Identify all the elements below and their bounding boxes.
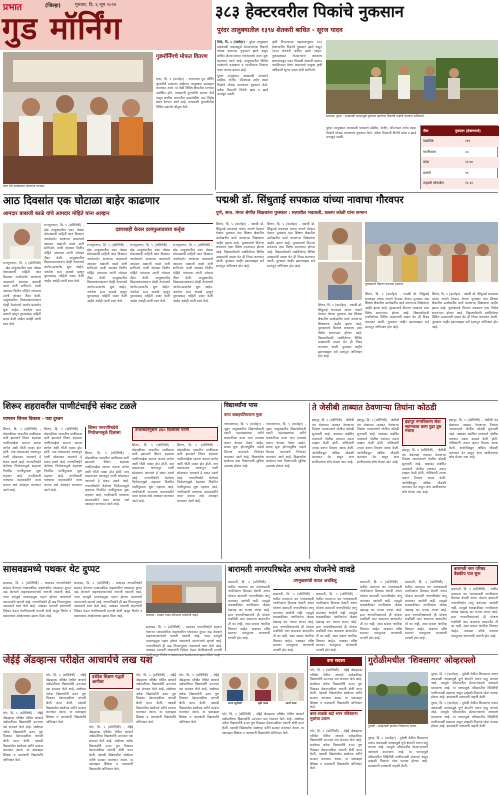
table-row (421, 136, 499, 147)
jee-box3-headline: बाल-लाडके बदो भरन नविस्ताना मुलांचा प्रयत्न (310, 710, 362, 728)
award-photo-2 (318, 262, 362, 300)
shivsagar-headline: गुरोळीमधील 'शिवसागर' ओव्हरफ्लो (368, 655, 476, 665)
award-column-1 (216, 222, 264, 397)
jee-text-1: भोर, दि. ५ (प्रतिनिधी) - जेईई ॲडव्हान्स परीक्षेत येथील आचार्य अकॅडमीच्या विद्यार्थ्यांनी उज्ज्वल यश संपादन केले आहे. संस्थेच्या अनेक विद्यार्थ्यांनी उत्तम गुण मिळवत देशपातळीवर चांगली श्रेणी प्राप्त केली. यशस्वी विद्यार्थ्यांचा संस्थेच्या वतीने सत्कार करण्यात आला. या यशाबद्दल शिक्षक व पालकांनी विद्यार्थ्यांचे अभिनंदन केले. (3, 711, 43, 762)
award-column-5 (432, 292, 498, 397)
table-cell: ५१.७० (465, 160, 474, 164)
gm-story-body (156, 77, 214, 189)
award-column-3 (318, 303, 362, 397)
divider (216, 192, 498, 193)
award-column-4 (365, 292, 429, 397)
award-text-2: शिरूर, दि. ५ (वार्ताहर) - पद्मश्री डॉ. सिंधुताई सपकाळ यांच्या नावाने देण्यात येणारा पुरस्कार यंदा शिक्षण क्षेत्रातील उल्लेखनीय कार्य करणाऱ्या शिक्षकांना जाहीर झाला आहे. पुरस्काराचे वितरण लवकरच एका विशेष समारंभात होणार आहे. विद्यार्थ्यांसाठी राबविलेल्या विविध उपक्रमांची दखल घेत ही निवड करण्यात आली. पुरस्कार जाहीर झाल्याबद्दल सर्व स्तरांतून अभिनंदन होत आहे. (267, 222, 315, 269)
pass-text-2: नारायणगाव, दि. ५ (वार्ताहर) - जुन्नर तालुक्यातील विद्यार्थ्यांसाठी एसटी महामंडळाच्या वतीने सवलतीच्या दरात पास उपलब्ध करून देण्यात येणार आहेत. शाळा सुरू होण्यापूर्वीच पासचे वितरण करण्याचे नियोजन करण्यात आले आहे. विद्यार्थ्यांना शाळेतच पास मिळण्याची सुविधा उपलब्ध होणार आहे. (266, 422, 306, 469)
sasvad-text-1: सासवड, दि. ५ (प्रतिनिधी) - सासवड नगरपरिषदेने शहरात येणाऱ्या व्यावसायिक वाहनांवरील पथकरात दुप्पट वाढ केल्याने वाहनचालकांमध्ये नाराजी पसरली आहे. नव्या दरांमुळे मालवाहतूक महाग होणार असल्याचे व्यापाऱ्यांचे म्हणणे आहे. नगरपरिषदेने ही वाढ नियमानुसार असल्याचे स्पष्ट केले आहे. याबाबत व्यापारी संघटनांनी निवेदन देऊन फेरविचाराची मागणी केली असून निर्णय न बदलल्यास आंदोलनाचा इशारा दिला आहे. (3, 581, 71, 618)
kodi-column-3 (402, 448, 446, 559)
lead-photo-caption: सासवड, पुरंदर : अवकाळी पावसामुळे नुकसान झालेल्या पिकांची पाहणी करताना अधिकारी. (326, 114, 425, 118)
jee-text-4: भोर, दि. ५ (प्रतिनिधी) - जेईई ॲडव्हान्स परीक्षेत येथील आचार्य अकॅडमीच्या विद्यार्थ्यांनी उज्ज्वल यश संपादन केले आहे. संस्थेच्या अनेक विद्यार्थ्यांनी उत्तम गुण मिळवत देशपातळीवर चांगली श्रेणी प्राप्त केली. यशस्वी विद्यार्थ्यांचा संस्थेच्या वतीने सत्कार करण्यात आला. या यशाबद्दल शिक्षक व पालकांनी विद्यार्थ्यांचे अभिनंदन केले. (136, 673, 176, 724)
baramati-text-1: बारामती, दि. ५ (प्रतिनिधी) - थकीत मालमत्ता कर भरण्यासाठी नागरिकांना दिलासा देणारी अभय योजना बारामती नगरपरिषदेत लागू करण्यात आलेली नाही. त्यामुळे थकबाकीदार नागरिकांना मोठ्या दंडासह कर भरावा लागत आहे. इतर नगरपरिषदांमध्ये ही योजना राबविली जात असताना बारामतीत ती का नाही, असा सवाल नागरिक विचारत आहेत. याबाबत वरिष्ठ स्तरावर पाठपुरावा करण्याची मागणी होत आहे. (228, 580, 270, 641)
jee-box2-text: भोर, दि. ५ (प्रतिनिधी) - जेईई ॲडव्हान्स परीक्षेत येथील आचार्य अकॅडमीच्या विद्यार्थ्यांनी उज्ज्वल यश संपादन केले आहे. संस्थेच्या अनेक विद्यार्थ्यांनी उत्तम गुण मिळवत देशपातळीवर चांगली श्रेणी प्राप्त केली. यशस्वी विद्यार्थ्यांचा संस्थेच्या वतीने सत्कार करण्यात आला. या यशाबद्दल शिक्षक व पालकांनी विद्यार्थ्यांचे अभिनंदन केले. (310, 668, 362, 710)
shivsagar-column-2 (431, 672, 498, 795)
jee-box2-headline: डगा सदस्य (310, 657, 362, 666)
jee-headline: जेईई ॲडव्हान्स परीक्षेत आचार्यचे लख यश (3, 655, 153, 666)
loss-table-header-crop: पीक (423, 129, 429, 133)
lead-column-3 (326, 126, 416, 188)
baramati-headline: बारामती नगरपरिषदेत अभय योजनेचे वावडे (228, 564, 355, 574)
gm-story-text: मंचर, दि. ५ (वार्ताहर) - प्रभातच्या गुड मॉर्निंग पुरवणीचे प्रकाशन आंबेगाव तालुक्यात उत्साहात करण्यात आले. या वेळी विविध क्षेत्रातील मान्यवर उपस्थित होते. वाचकांनी पुरवणीचे स्वागत केले असून ग्रामीण भागातील घडामोडींना यात विशेष स्थान देण्यात आले आहे. वाचकांनी पुरवणीतील विविध सदरांचे कौतुक केले. (156, 77, 214, 110)
sasvad-column-1 (3, 581, 71, 651)
water-text-2: शिरूर, दि. ५ (प्रतिनिधी) - घोडनदीच्या पात्रातील पाणीसाठा कमी झाल्याने शिरूर शहराला पाणीटंचाईचा सामना करावा लागेल अशी भीती व्यक्त होत होती. मात्र चासकमान धरणातून पाणी सोडण्यात आल्याने हे संकट टळले आहे. नगरपरिषदेने केलेल्या नियोजनामुळे शहराला नियमित पाणीपुरवठा सुरू राहणार आहे. नागरिकांनी पाण्याचा काटकसरीने वापर करावा असे आवाहन करण्यात आले आहे. (44, 427, 82, 492)
water-column-4 (132, 443, 174, 559)
pass-subheadline: पाया जवाहरलिपपाना मुला (224, 412, 263, 417)
baramati-column-5 (405, 580, 447, 651)
topper-photo-2 (250, 673, 276, 701)
lead-body-2: कृषी विभागाच्या अहवालानुसार ३८३ हेक्टरवरील पिकांचे नुकसान झाले असून १३९४ शेतकरी बाधित झाले आहेत. नुकसानग्रस्त शेतकऱ्यांना लवकरच शासनाकडून मदत मिळावी यासाठी प्रस्ताव पाठविण्यात येणार असल्याचे तालुका कृषी अधिकारी सूरज यादव यांनी सांगितले. (272, 40, 322, 73)
jee-box-headline: दशेदेश शिक्षण पद्धती आगीवर (89, 673, 133, 689)
divider (307, 656, 308, 795)
loss-table-header-area: नुकसान (हेक्टरमध्ये) (455, 129, 481, 133)
table-cell: १२.३० (465, 181, 474, 185)
event-photo-caption: मंचर येथे कार्यक्रमात बोलताना मान्यवर. (3, 184, 46, 188)
aath-column-2 (44, 223, 84, 397)
baramati-text-5: बारामती, दि. ५ (प्रतिनिधी) - थकीत मालमत्ता कर भरण्यासाठी नागरिकांना दिलासा देणारी अभय योजना बारामती नगरपरिषदेत लागू करण्यात आलेली नाही. त्यामुळे थकबाकीदार नागरिकांना मोठ्या दंडासह कर भरावा लागत आहे. इतर नगरपरिषदांमध्ये ही योजना राबविली जात असताना बारामतीत ती का नाही, असा सवाल नागरिक विचारत आहेत. याबाबत वरिष्ठ स्तरावर पाठपुरावा करण्याची मागणी होत आहे. (405, 580, 447, 641)
masthead-title: गुड मॉर्निंग (2, 11, 123, 47)
brand-name: प्रभात (3, 3, 22, 13)
aath-column-1 (3, 261, 41, 397)
pass-text-1: नारायणगाव, दि. ५ (वार्ताहर) - जुन्नर तालुक्यातील विद्यार्थ्यांसाठी एसटी महामंडळाच्या वतीने सवलतीच्या दरात पास उपलब्ध करून देण्यात येणार आहेत. शाळा सुरू होण्यापूर्वीच पासचे वितरण करण्याचे नियोजन करण्यात आले आहे. विद्यार्थ्यांना शाळेतच पास मिळण्याची सुविधा उपलब्ध होणार आहे. (224, 422, 264, 469)
jee-column-2 (46, 673, 86, 795)
water-box-headline: शिरूर नगरपरिषदेचे नियोजनामुळे दिलासा (85, 427, 129, 449)
lead-headline: ३८३ हेक्टरवरील पिकांचे नुकसान (215, 2, 404, 21)
sasvad-text-2: सासवड, दि. ५ (प्रतिनिधी) - सासवड नगरपरिषदेने शहरात येणाऱ्या व्यावसायिक वाहनांवरील पथकरात दुप्पट वाढ केल्याने वाहनचालकांमध्ये नाराजी पसरली आहे. नव्या दरांमुळे मालवाहतूक महाग होणार असल्याचे व्यापाऱ्यांचे म्हणणे आहे. नगरपरिषदेने ही वाढ नियमानुसार असल्याचे स्पष्ट केले आहे. याबाबत व्यापारी संघटनांनी निवेदन देऊन फेरविचाराची मागणी केली असून निर्णय न बदलल्यास आंदोलनाचा इशारा दिला आहे. (74, 581, 142, 618)
lead-body-1: पुरंदर तालुक्यात अवकाळी पावसामुळे शेतकऱ्यांच्या पिकांचे मोठ्या प्रमाणात नुकसान झाले असून बाधित शेतकऱ्यांच्या पंचनाम्यांचे काम सुरू करण्यात आले आहे. तालुक्यातील विविध गावांमध्ये फळबागा व भाजीपाला पिकांना याचा फटका बसला आहे. (217, 40, 268, 73)
lead-photo (326, 40, 498, 114)
pass-column-2 (266, 422, 306, 559)
table-cell: २१६ (465, 139, 471, 143)
water-text-3: शिरूर, दि. ५ (प्रतिनिधी) - घोडनदीच्या पात्रातील पाणीसाठा कमी झाल्याने शिरूर शहराला पाणीटंचाईचा सामना करावा लागेल अशी भीती व्यक्त होत होती. मात्र चासकमान धरणातून पाणी सोडण्यात आल्याने हे संकट टळले आहे. नगरपरिषदेने केलेल्या नियोजनामुळे शहराला नियमित पाणीपुरवठा सुरू राहणार आहे. नागरिकांनी पाण्याचा काटकसरीने वापर करावा असे आवाहन करण्यात आले आहे. (85, 451, 129, 507)
table-row (421, 178, 499, 189)
sasvad-photo (146, 565, 222, 613)
baramati-text-6: बारामती, दि. ५ (प्रतिनिधी) - थकीत मालमत्ता कर भरण्यासाठी नागरिकांना दिलासा देणारी अभय योजना बारामती नगरपरिषदेत लागू करण्यात आलेली नाही. त्यामुळे थकबाकीदार नागरिकांना मोठ्या दंडासह कर भरावा लागत आहे. इतर नगरपरिषदांमध्ये ही योजना राबविली जात असताना बारामतीत ती का नाही, असा सवाल नागरिक विचारत आहेत. याबाबत वरिष्ठ स्तरावर पाठपुरावा करण्याची मागणी होत आहे. (451, 587, 498, 638)
award-subheadline: पुणे, सप्त. मंगल श्रेणीत शिक्षकांना पुरस्कार : सत्यशील भवताली, यल्लप कोळी यांना सन्मान (216, 211, 367, 216)
lead-subheadline: पुरंदर तालुक्यातील १३९४ शेतकरी बाधित - सूरज यादव (217, 27, 343, 34)
sasvad-column-2 (74, 581, 142, 651)
water-column-5 (177, 443, 218, 559)
table-cell: ८४ (465, 149, 469, 154)
baramati-text-2: बारामती, दि. ५ (प्रतिनिधी) - थकीत मालमत्ता कर भरण्यासाठी नागरिकांना दिलासा देणारी अभय योजना बारामती नगरपरिषदेत लागू करण्यात आलेली नाही. त्यामुळे थकबाकीदार नागरिकांना मोठ्या दंडासह कर भरावा लागत आहे. इतर नगरपरिषदांमध्ये ही योजना राबविली जात असताना बारामतीत ती का नाही, असा सवाल नागरिक विचारत आहेत. याबाबत वरिष्ठ स्तरावर पाठपुरावा करण्याची मागणी होत आहे. (273, 592, 314, 653)
kodi-text-1: इंदापूर, दि. ५ (प्रतिनिधी) - जेसीबी यंत्र बेकायदा ताब्यात ठेवणाऱ्या तिघांना न्यायालयाने पोलीस कोठडी सुनावली आहे. याबाबत संबंधित मालकाने पोलीस ठाण्यात तक्रार दाखल केली होती. पोलिसांनी तपास करून तिघांना अटक केली. आरोपींकडून अधिक चौकशी करण्यात येत असून अन्य साथीदारांचा शोध घेतला जात आहे. (312, 418, 354, 465)
water-text-5: शिरूर, दि. ५ (प्रतिनिधी) - घोडनदीच्या पात्रातील पाणीसाठा कमी झाल्याने शिरूर शहराला पाणीटंचाईचा सामना करावा लागेल अशी भीती व्यक्त होत होती. मात्र चासकमान धरणातून पाणी सोडण्यात आल्याने हे संकट टळले आहे. नगरपरिषदेने केलेल्या नियोजनामुळे शहराला नियमित पाणीपुरवठा सुरू राहणार आहे. नागरिकांनी पाण्याचा काटकसरीने वापर करावा असे आवाहन करण्यात आले आहे. (177, 443, 218, 504)
table-row (421, 147, 499, 158)
kodi-box-headline: इंदापूर नगरवितरण सेवा स्थानकात काम पुढा दुस मंचला (402, 418, 446, 446)
shivsagar-column-1 (368, 736, 428, 795)
baramati-column-1 (228, 580, 270, 651)
lead-column-1 (217, 40, 268, 188)
baramati-column-4 (360, 580, 402, 651)
kodi-column-4 (449, 418, 498, 559)
aath-quote: दडपशाही केवल दलाफुलाताराय कर्तृत्व (87, 223, 213, 241)
jee-text-5: भोर, दि. ५ (प्रतिनिधी) - जेईई ॲडव्हान्स परीक्षेत येथील आचार्य अकॅडमीच्या विद्यार्थ्यांनी उज्ज्वल यश संपादन केले आहे. संस्थेच्या अनेक विद्यार्थ्यांनी उत्तम गुण मिळवत देशपातळीवर चांगली श्रेणी प्राप्त केली. यशस्वी विद्यार्थ्यांचा संस्थेच्या वतीने सत्कार करण्यात आला. या यशाबद्दल शिक्षक व पालकांनी विद्यार्थ्यांचे अभिनंदन केले. (179, 673, 219, 724)
water-column-1 (3, 427, 41, 559)
award-column-2 (267, 222, 315, 397)
event-photo (3, 52, 153, 184)
aath-text-1: राजगुरुनगर, दि. ५ (प्रतिनिधी) - खेड तालुक्यातील एका मोठ्या घोटाळ्याची माहिती आठ दिवसांत जनतेसमोर आणणार असल्याचे आमदार बाबाजी काळे यांनी सांगितले. माजी आमदार दिलीप मोहिते यांच्यावर त्यांनी जोरदार टीका केली. तालुक्यातील विकासकामांवरून दोन्ही नेत्यांमध्ये आरोप-प्रत्यारोप सुरू आहेत. जनतेला सत्य कळावे म्हणून पुराव्यांसह माहिती सादर केली जाईल असेही त्यांनी स्पष्ट केले. (3, 261, 41, 326)
kodi-headline: ते जेसीबी ताब्यात ठेवणाऱ्या तिघांना कोठडी (312, 402, 437, 412)
water-headline: शिरूर शहरावरील पाणीटंचाईचे संकट टळले (3, 402, 137, 412)
jee-text-6: भोर, दि. ५ (प्रतिनिधी) - जेईई ॲडव्हान्स परीक्षेत येथील आचार्य अकॅडमीच्या विद्यार्थ्यांनी उज्ज्वल यश संपादन केले आहे. संस्थेच्या अनेक विद्यार्थ्यांनी उत्तम गुण मिळवत देशपातळीवर चांगली श्रेणी प्राप्त केली. यशस्वी विद्यार्थ्यांचा संस्थेच्या वतीने सत्कार करण्यात आला. या यशाबद्दल शिक्षक व पालकांनी विद्यार्थ्यांचे अभिनंदन केले. (222, 712, 304, 735)
award-text-1: शिरूर, दि. ५ (वार्ताहर) - पद्मश्री डॉ. सिंधुताई सपकाळ यांच्या नावाने देण्यात येणारा पुरस्कार यंदा शिक्षण क्षेत्रातील उल्लेखनीय कार्य करणाऱ्या शिक्षकांना जाहीर झाला आहे. पुरस्काराचे वितरण लवकरच एका विशेष समारंभात होणार आहे. विद्यार्थ्यांसाठी राबविलेल्या विविध उपक्रमांची दखल घेत ही निवड करण्यात आली. पुरस्कार जाहीर झाल्याबद्दल सर्व स्तरांतून अभिनंदन होत आहे. (216, 222, 264, 269)
aath-column-5 (173, 243, 213, 397)
jee-column-4 (136, 673, 176, 795)
lead-column-2 (272, 40, 322, 188)
lead-dateline: ठिके, दि. ५ (वार्ताहर) - (217, 40, 248, 44)
jee-column-5 (179, 673, 219, 795)
jee-text-2: भोर, दि. ५ (प्रतिनिधी) - जेईई ॲडव्हान्स परीक्षेत येथील आचार्य अकॅडमीच्या विद्यार्थ्यांनी उज्ज्वल यश संपादन केले आहे. संस्थेच्या अनेक विद्यार्थ्यांनी उत्तम गुण मिळवत देशपातळीवर चांगली श्रेणी प्राप्त केली. यशस्वी विद्यार्थ्यांचा संस्थेच्या वतीने सत्कार करण्यात आला. या यशाबद्दल शिक्षक व पालकांनी विद्यार्थ्यांचे अभिनंदन केले. (46, 673, 86, 724)
table-row (421, 157, 499, 168)
loss-table (420, 125, 498, 189)
table-cell: उन्हाळी सोयाबीन (423, 181, 444, 185)
water-box2-headline: उपलब्धतेनुसार ३६० दिवसांचे पाणी (132, 427, 218, 441)
kodi-column-2 (357, 418, 399, 559)
sasvad-text-3: सासवड, दि. ५ (प्रतिनिधी) - सासवड नगरपरिषदेने शहरात येणाऱ्या व्यावसायिक वाहनांवरील पथकरात दुप्पट वाढ केल्याने वाहनचालकांमध्ये नाराजी पसरली आहे. नव्या दरांमुळे मालवाहतूक महाग होणार असल्याचे व्यापाऱ्यांचे म्हणणे आहे. नगरपरिषदेने ही वाढ नियमानुसार असल्याचे स्पष्ट केले आहे. याबाबत व्यापारी संघटनांनी निवेदन देऊन फेरविचाराची मागणी केली असून निर्णय न बदलल्यास आंदोलनाचा इशारा दिला आहे. (146, 625, 222, 658)
jee-box3-text: भोर, दि. ५ (प्रतिनिधी) - जेईई ॲडव्हान्स परीक्षेत येथील आचार्य अकॅडमीच्या विद्यार्थ्यांनी उज्ज्वल यश संपादन केले आहे. संस्थेच्या अनेक विद्यार्थ्यांनी उत्तम गुण मिळवत देशपातळीवर चांगली श्रेणी प्राप्त केली. यशस्वी विद्यार्थ्यांचा संस्थेच्या वतीने सत्कार करण्यात आला. या यशाबद्दल शिक्षक व पालकांनी विद्यार्थ्यांचे अभिनंदन केले. (310, 729, 362, 771)
kodi-text-4: इंदापूर, दि. ५ (प्रतिनिधी) - जेसीबी यंत्र बेकायदा ताब्यात ठेवणाऱ्या तिघांना न्यायालयाने पोलीस कोठडी सुनावली आहे. याबाबत संबंधित मालकाने पोलीस ठाण्यात तक्रार दाखल केली होती. पोलिसांनी तपास करून तिघांना अटक केली. आरोपींकडून अधिक चौकशी करण्यात येत असून अन्य साथीदारांचा शोध घेतला जात आहे. (449, 418, 498, 460)
table-cell: बाजरी (423, 170, 431, 175)
lead-body-3-continued: पुरंदर तालुक्यात अवकाळी पावसाने डाळिंब, अंजीर, सीताफळ तसेच कांदा पिकांचे मोठ्या प्रमाणावर नुकसान केले. अनेक ठिकाणी विजेचे खांब व झाडे उन्मळून पडली. (326, 126, 416, 140)
shivsagar-photo-caption: गुरोळी : ओव्हरफ्लो झालेला शिवसागर तलाव. (368, 724, 417, 728)
jee-text-3: भोर, दि. ५ (प्रतिनिधी) - जेईई ॲडव्हान्स परीक्षेत येथील आचार्य अकॅडमीच्या विद्यार्थ्यांनी उज्ज्वल यश संपादन केले आहे. संस्थेच्या अनेक विद्यार्थ्यांनी उत्तम गुण मिळवत देशपातळीवर चांगली श्रेणी प्राप्त केली. यशस्वी विद्यार्थ्यांचा संस्थेच्या वतीने सत्कार करण्यात आला. या यशाबद्दल शिक्षक व पालकांनी विद्यार्थ्यांचे अभिनंदन केले. (89, 725, 133, 772)
jee-column-3 (89, 725, 133, 795)
table-cell: १९ (465, 170, 469, 175)
table-row (421, 168, 499, 179)
jee-photo-1 (3, 673, 43, 709)
table-cell: भाजीपाला (423, 149, 436, 154)
baramati-side-box: बारामती नगर परिषद वैद्यकीय पात्र सुरू (451, 565, 498, 585)
baramati-column-6 (451, 587, 498, 651)
divider (3, 562, 498, 563)
divider (225, 565, 226, 651)
jee-column-1 (3, 711, 43, 795)
pass-headline: विद्यार्थ्यांना पास (224, 402, 258, 409)
pass-column-1 (224, 422, 264, 559)
kodi-column-1 (312, 418, 354, 559)
water-column-3 (85, 451, 129, 559)
topper-photo-3 (278, 673, 304, 701)
divider (221, 403, 222, 559)
baramati-text-3: बारामती, दि. ५ (प्रतिनिधी) - थकीत मालमत्ता कर भरण्यासाठी नागरिकांना दिलासा देणारी अभय योजना बारामती नगरपरिषदेत लागू करण्यात आलेली नाही. त्यामुळे थकबाकीदार नागरिकांना मोठ्या दंडासह कर भरावा लागत आहे. इतर नगरपरिषदांमध्ये ही योजना राबविली जात असताना बारामतीत ती का नाही, असा सवाल नागरिक विचारत आहेत. याबाबत वरिष्ठ स्तरावर पाठपुरावा करण्याची मागणी होत आहे. (316, 592, 357, 653)
award-photo-caption: पुरस्काराचे वितरण करताना मान्यवर. (365, 282, 405, 286)
loss-table-header (421, 126, 499, 136)
kodi-text-3: इंदापूर, दि. ५ (प्रतिनिधी) - जेसीबी यंत्र बेकायदा ताब्यात ठेवणाऱ्या तिघांना न्यायालयाने पोलीस कोठडी सुनावली आहे. याबाबत संबंधित मालकाने पोलीस ठाण्यात तक्रार दाखल केली होती. पोलिसांनी तपास करून तिघांना अटक केली. आरोपींकडून अधिक चौकशी करण्यात येत असून अन्य साथीदारांचा शोध घेतला जात आहे. (402, 448, 446, 495)
water-column-2 (44, 427, 82, 559)
water-text-1: शिरूर, दि. ५ (प्रतिनिधी) - घोडनदीच्या पात्रातील पाणीसाठा कमी झाल्याने शिरूर शहराला पाणीटंचाईचा सामना करावा लागेल अशी भीती व्यक्त होत होती. मात्र चासकमान धरणातून पाणी सोडण्यात आल्याने हे संकट टळले आहे. नगरपरिषदेने केलेल्या नियोजनामुळे शहराला नियमित पाणीपुरवठा सुरू राहणार आहे. नागरिकांनी पाण्याचा काटकसरीने वापर करावा असे आवाहन करण्यात आले आहे. (3, 427, 41, 492)
table-cell: फळपिके (423, 139, 434, 143)
award-text-3: शिरूर, दि. ५ (वार्ताहर) - पद्मश्री डॉ. सिंधुताई सपकाळ यांच्या नावाने देण्यात येणारा पुरस्कार यंदा शिक्षण क्षेत्रातील उल्लेखनीय कार्य करणाऱ्या शिक्षकांना जाहीर झाला आहे. पुरस्काराचे वितरण लवकरच एका विशेष समारंभात होणार आहे. विद्यार्थ्यांसाठी राबविलेल्या विविध उपक्रमांची दखल घेत ही निवड करण्यात आली. पुरस्कार जाहीर झाल्याबद्दल सर्व स्तरांतून अभिनंदन होत आहे. (318, 303, 362, 359)
water-subheadline: पाणवन जिनल विकास - पवा दुश्वन (3, 417, 63, 422)
shivsagar-text-3: पुरंदर, दि. ५ (वार्ताहर) - गुरोळी येथील शिवसागर तलाव अवकाळी पावसामुळे पूर्ण क्षमतेने भरून वाहू लागला आहे. त्यामुळे परिसरातील शेतकऱ्यांमध्ये आनंदाचे वातावरण आहे. या पाण्यामुळे परिसरातील विहिरींची पाणीपातळी वाढणार असून उन्हाळी पिकांना मोठा फायदा होणार आहे. ग्रामस्थांनी तलावाची पाहणी केली. (431, 701, 498, 729)
baramati-text-4: बारामती, दि. ५ (प्रतिनिधी) - थकीत मालमत्ता कर भरण्यासाठी नागरिकांना दिलासा देणारी अभय योजना बारामती नगरपरिषदेत लागू करण्यात आलेली नाही. त्यामुळे थकबाकीदार नागरिकांना मोठ्या दंडासह कर भरावा लागत आहे. इतर नगरपरिषदांमध्ये ही योजना राबविली जात असताना बारामतीत ती का नाही, असा सवाल नागरिक विचारत आहेत. याबाबत वरिष्ठ स्तरावर पाठपुरावा करण्याची मागणी होत आहे. (360, 580, 402, 641)
divider (3, 400, 498, 401)
jee-box3-body (310, 729, 362, 795)
divider (215, 40, 216, 190)
shivsagar-text-1: पुरंदर, दि. ५ (वार्ताहर) - गुरोळी येथील शिवसागर तलाव अवकाळी पावसामुळे पूर्ण क्षमतेने भरून वाहू लागला आहे. त्यामुळे परिसरातील शेतकऱ्यांमध्ये आनंदाचे वातावरण आहे. या पाण्यामुळे परिसरातील विहिरींची पाणीपातळी वाढणार असून उन्हाळी पिकांना मोठा फायदा होणार आहे. ग्रामस्थांनी तलावाची पाहणी केली. (368, 736, 428, 769)
shivsagar-text-2: पुरंदर, दि. ५ (वार्ताहर) - गुरोळी येथील शिवसागर तलाव अवकाळी पावसामुळे पूर्ण क्षमतेने भरून वाहू लागला आहे. त्यामुळे परिसरातील शेतकऱ्यांमध्ये आनंदाचे वातावरण आहे. या पाण्यामुळे परिसरातील विहिरींची पाणीपातळी वाढणार असून उन्हाळी पिकांना मोठा फायदा होणार आहे. ग्रामस्थांनी तलावाची पाहणी केली. (431, 672, 498, 700)
aath-headline: आठ दिवसांत एक घोटाळा बाहेर काढणार (3, 195, 160, 207)
divider (309, 403, 310, 559)
aath-text-4: राजगुरुनगर, दि. ५ (प्रतिनिधी) - खेड तालुक्यातील एका मोठ्या घोटाळ्याची माहिती आठ दिवसांत जनतेसमोर आणणार असल्याचे आमदार बाबाजी काळे यांनी सांगितले. माजी आमदार दिलीप मोहिते यांच्यावर त्यांनी जोरदार टीका केली. तालुक्यातील विकासकामांवरून दोन्ही नेत्यांमध्ये आरोप-प्रत्यारोप सुरू आहेत. जनतेला सत्य कळावे म्हणून पुराव्यांसह माहिती सादर केली जाईल असेही त्यांनी स्पष्ट केले. (130, 243, 170, 304)
edition-label: (जिल्हा) (45, 3, 61, 9)
gm-story-headline: गुडमॉर्निंगचे मोफत वितरण (156, 54, 208, 60)
award-headline: पद्मश्री डॉ. सिंधुताई सपकाळ यांच्या नावाचा गौरवपर (216, 195, 404, 206)
aath-portrait (3, 223, 41, 259)
aath-column-3 (87, 243, 127, 397)
award-text-5: शिरूर, दि. ५ (वार्ताहर) - पद्मश्री डॉ. सिंधुताई सपकाळ यांच्या नावाने देण्यात येणारा पुरस्कार यंदा शिक्षण क्षेत्रातील उल्लेखनीय कार्य करणाऱ्या शिक्षकांना जाहीर झाला आहे. पुरस्काराचे वितरण लवकरच एका विशेष समारंभात होणार आहे. विद्यार्थ्यांसाठी राबविलेल्या विविध उपक्रमांची दखल घेत ही निवड करण्यात आली. पुरस्कार जाहीर झाल्याबद्दल सर्व स्तरांतून अभिनंदन होत आहे. (432, 292, 498, 329)
divider (365, 656, 366, 795)
baramati-box-headline: उपमुख्यमंत्री यावत अचंबिलू (273, 580, 357, 590)
topper-photo-1 (222, 673, 248, 701)
jee-photo-2 (89, 691, 133, 723)
sasvad-headline: सासवडमध्ये पथकर थेट दुप्पट (3, 565, 100, 575)
award-text-4: शिरूर, दि. ५ (वार्ताहर) - पद्मश्री डॉ. सिंधुताई सपकाळ यांच्या नावाने देण्यात येणारा पुरस्कार यंदा शिक्षण क्षेत्रातील उल्लेखनीय कार्य करणाऱ्या शिक्षकांना जाहीर झाला आहे. पुरस्काराचे वितरण लवकरच एका विशेष समारंभात होणार आहे. विद्यार्थ्यांसाठी राबविलेल्या विविध उपक्रमांची दखल घेत ही निवड करण्यात आली. पुरस्कार जाहीर झाल्याबद्दल सर्व स्तरांतून अभिनंदन होत आहे. (365, 292, 429, 329)
baramati-column-3 (316, 592, 357, 651)
jee-box2-body (310, 668, 362, 708)
aath-column-4 (130, 243, 170, 397)
aath-text-2: राजगुरुनगर, दि. ५ (प्रतिनिधी) - खेड तालुक्यातील एका मोठ्या घोटाळ्याची माहिती आठ दिवसांत जनतेसमोर आणणार असल्याचे आमदार बाबाजी काळे यांनी सांगितले. माजी आमदार दिलीप मोहिते यांच्यावर त्यांनी जोरदार टीका केली. तालुक्यातील विकासकामांवरून दोन्ही नेत्यांमध्ये आरोप-प्रत्यारोप सुरू आहेत. जनतेला सत्य कळावे म्हणून पुराव्यांसह माहिती सादर केली जाईल असेही त्यांनी स्पष्ट केले. (44, 223, 84, 284)
table-cell: कांदा (423, 160, 430, 164)
baramati-column-2 (273, 592, 314, 651)
award-group-photo (365, 222, 498, 282)
aath-text-5: राजगुरुनगर, दि. ५ (प्रतिनिधी) - खेड तालुक्यातील एका मोठ्या घोटाळ्याची माहिती आठ दिवसांत जनतेसमोर आणणार असल्याचे आमदार बाबाजी काळे यांनी सांगितले. माजी आमदार दिलीप मोहिते यांच्यावर त्यांनी जोरदार टीका केली. तालुक्यातील विकासकामांवरून दोन्ही नेत्यांमध्ये आरोप-प्रत्यारोप सुरू आहेत. जनतेला सत्य कळावे म्हणून पुराव्यांसह माहिती सादर केली जाईल असेही त्यांनी स्पष्ट केले. (173, 243, 213, 304)
lead-body-3: पुरंदर तालुक्यात अवकाळी पावसाने डाळिंब, अंजीर, सीताफळ तसेच कांदा पिकांचे मोठ्या प्रमाणावर नुकसान केले. अनेक ठिकाणी विजेचे खांब व झाडे उन्मळून पडली. (217, 73, 268, 97)
sasvad-photo-caption: सासवड : पथकर नाका परिसरात थांबलेली वाहने. (146, 613, 199, 617)
award-photo-1 (318, 222, 362, 260)
aath-text-3: राजगुरुनगर, दि. ५ (प्रतिनिधी) - खेड तालुक्यातील एका मोठ्या घोटाळ्याची माहिती आठ दिवसांत जनतेसमोर आणणार असल्याचे आमदार बाबाजी काळे यांनी सांगितले. माजी आमदार दिलीप मोहिते यांच्यावर त्यांनी जोरदार टीका केली. तालुक्यातील विकासकामांवरून दोन्ही नेत्यांमध्ये आरोप-प्रत्यारोप सुरू आहेत. जनतेला सत्य कळावे म्हणून पुराव्यांसह माहिती सादर केली जाईल असेही त्यांनी स्पष्ट केले. (87, 243, 127, 304)
topper-name-1: प्रणव सूर्यवंशी (228, 701, 242, 705)
topper-name-3: आर्या पवार (285, 701, 297, 705)
shivsagar-photo (368, 672, 428, 724)
kodi-text-2: इंदापूर, दि. ५ (प्रतिनिधी) - जेसीबी यंत्र बेकायदा ताब्यात ठेवणाऱ्या तिघांना न्यायालयाने पोलीस कोठडी सुनावली आहे. याबाबत संबंधित मालकाने पोलीस ठाण्यात तक्रार दाखल केली होती. पोलिसांनी तपास करून तिघांना अटक केली. आरोपींकडून अधिक चौकशी करण्यात येत असून अन्य साथीदारांचा शोध घेतला जात आहे. (357, 418, 399, 465)
water-text-4: शिरूर, दि. ५ (प्रतिनिधी) - घोडनदीच्या पात्रातील पाणीसाठा कमी झाल्याने शिरूर शहराला पाणीटंचाईचा सामना करावा लागेल अशी भीती व्यक्त होत होती. मात्र चासकमान धरणातून पाणी सोडण्यात आल्याने हे संकट टळले आहे. नगरपरिषदेने केलेल्या नियोजनामुळे शहराला नियमित पाणीपुरवठा सुरू राहणार आहे. नागरिकांनी पाण्याचा काटकसरीने वापर करावा असे आवाहन करण्यात आले आहे. (132, 443, 174, 504)
topper-name-2: सृष्टी काळे (257, 701, 269, 705)
date-line: गुरुवार, दि. ६ जून २०२४ (75, 3, 117, 8)
sasvad-column-3 (146, 625, 222, 658)
aath-subheadline: आमदार बाबाजी काळे यांचे आमदार मोहिते यांना आव्हान (3, 211, 110, 217)
jee-column-6 (222, 712, 304, 795)
